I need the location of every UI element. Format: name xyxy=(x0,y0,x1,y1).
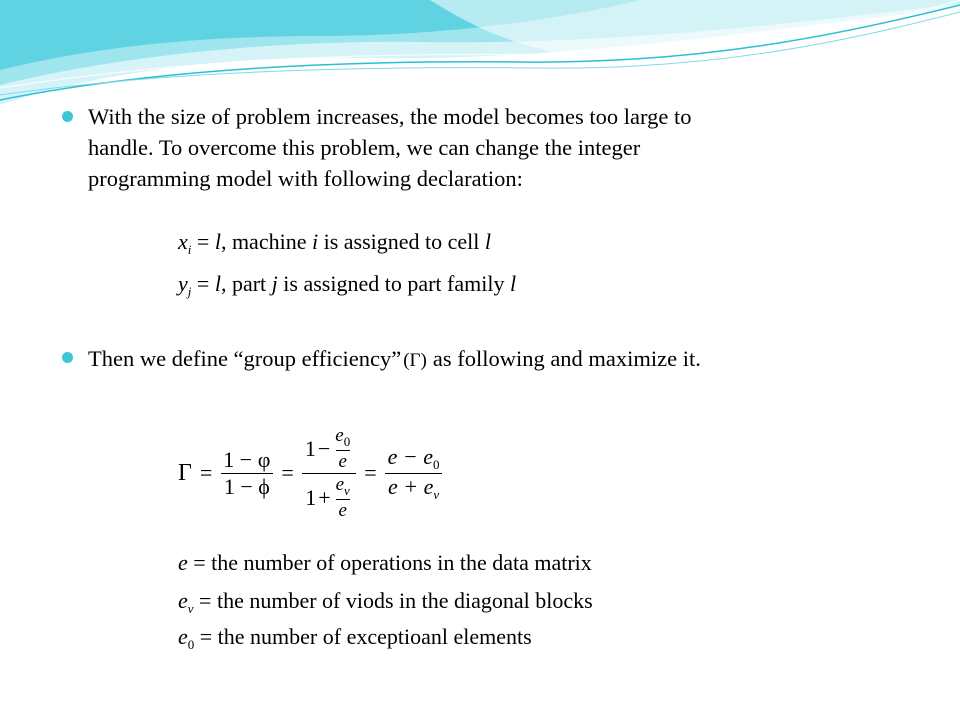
bullet-text-1 xyxy=(88,101,908,194)
bullet-point-icon xyxy=(62,111,73,122)
x-declaration: $x_i = l$, machine i is assigned to cell l xyxy=(178,229,492,257)
bullet-1-line-1: With the size of problem increases, the model becomes too large to xyxy=(88,104,692,129)
definition-e-0: $e_0$ = the number of exceptioanl elements xyxy=(178,624,532,652)
group-efficiency-formula: Γ = $\frac{1 - \varphi}{1 - \phi}$ = 1 − $\frac{e_0}{e}$ 1 + $\frac{e_\nu}{e}$ = $\frac{e - e_0}{e + e_\nu}$ xyxy=(178,418,442,528)
gamma-symbol: (Γ) xyxy=(403,350,427,371)
bullet-1-line-3: programming model with following declaration: xyxy=(88,166,523,191)
bullet-text-2: Then we define “group efficiency” (Γ) as following and maximize it. xyxy=(88,346,701,371)
definition-e: e = the number of operations in the data matrix xyxy=(178,550,592,575)
bullet-point-icon xyxy=(62,352,73,363)
bullet-1-line-2: handle. To overcome this problem, we can change the integer xyxy=(88,135,641,160)
definition-e-v: $e_\nu$ = the number of viods in the diagonal blocks xyxy=(178,588,593,616)
y-declaration: $y_j = l$, part j is assigned to part family l xyxy=(178,271,517,299)
